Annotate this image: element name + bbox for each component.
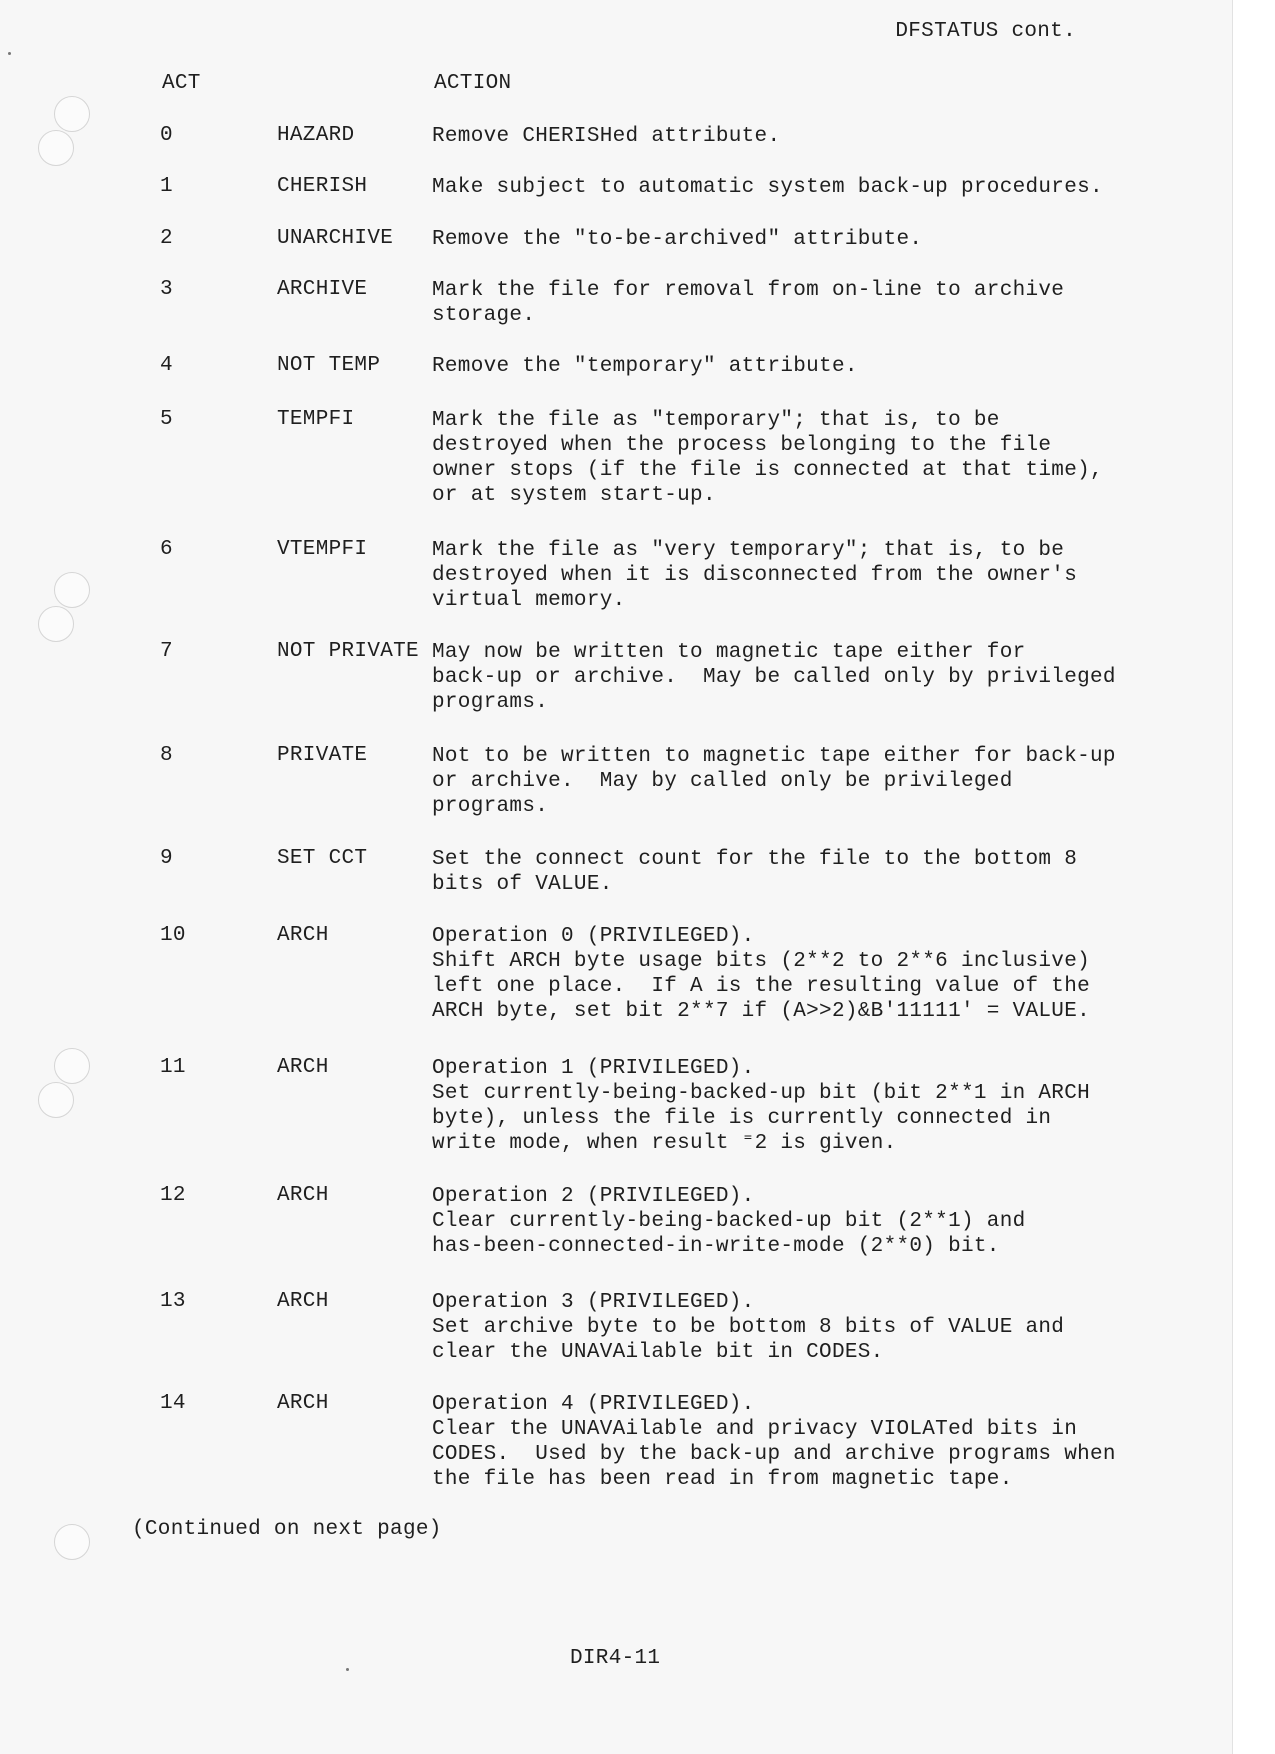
description-line: programs. bbox=[432, 691, 549, 714]
description-line: Remove the "temporary" attribute. bbox=[432, 355, 858, 378]
description-line: back-up or archive. May be called only by privileged bbox=[432, 666, 1116, 689]
act-number: 2 bbox=[160, 227, 173, 250]
action-description bbox=[432, 1184, 1132, 1259]
act-number: 11 bbox=[160, 1056, 186, 1079]
description-line: Operation 0 (PRIVILEGED). bbox=[432, 925, 755, 948]
act-number: 0 bbox=[160, 124, 173, 147]
description-line: ARCH byte, set bit 2**7 if (A>>2)&B'11111' = VALUE. bbox=[432, 1000, 1091, 1023]
act-number: 4 bbox=[160, 354, 173, 377]
description-line: Mark the file as "very temporary"; that is, to be bbox=[432, 539, 1065, 562]
action-description bbox=[432, 924, 1132, 1024]
punch-hole-mark bbox=[38, 1082, 74, 1118]
description-line: Set the connect count for the file to the bottom 8 bbox=[432, 848, 1078, 871]
description-line: or at system start-up. bbox=[432, 484, 716, 507]
description-line: destroyed when it is disconnected from the owner's bbox=[432, 564, 1078, 587]
description-line: Mark the file as "temporary"; that is, to be bbox=[432, 409, 1000, 432]
act-name: ARCH bbox=[277, 1290, 329, 1313]
action-description bbox=[432, 538, 1132, 613]
description-line: Set currently-being-backed-up bit (bit 2**1 in ARCH bbox=[432, 1082, 1091, 1105]
punch-hole-mark bbox=[38, 130, 74, 166]
act-name: NOT PRIVATE bbox=[277, 640, 419, 663]
description-line: programs. bbox=[432, 795, 549, 818]
act-number: 1 bbox=[160, 175, 173, 198]
act-name: ARCH bbox=[277, 924, 329, 947]
description-line: Operation 4 (PRIVILEGED). bbox=[432, 1393, 755, 1416]
act-name: ARCH bbox=[277, 1184, 329, 1207]
punch-hole-mark bbox=[54, 572, 90, 608]
description-line: clear the UNAVAilable bit in CODES. bbox=[432, 1341, 884, 1364]
act-name: ARCH bbox=[277, 1392, 329, 1415]
action-description bbox=[432, 1056, 1132, 1156]
description-line: May now be written to magnetic tape either for bbox=[432, 641, 1026, 664]
action-description bbox=[432, 847, 1132, 897]
description-line: Mark the file for removal from on-line to archive bbox=[432, 279, 1065, 302]
act-number: 3 bbox=[160, 278, 173, 301]
description-line: Remove the "to-be-archived" attribute. bbox=[432, 228, 923, 251]
act-name: CHERISH bbox=[277, 175, 368, 198]
act-name: ARCHIVE bbox=[277, 278, 368, 301]
act-name: TEMPFI bbox=[277, 408, 355, 431]
act-name: PRIVATE bbox=[277, 744, 368, 767]
page-number: DIR4-11 bbox=[570, 1647, 661, 1670]
punch-hole-mark bbox=[54, 96, 90, 132]
action-description bbox=[432, 124, 1132, 149]
act-name: UNARCHIVE bbox=[277, 227, 394, 250]
column-header-act: ACT bbox=[162, 72, 201, 95]
act-name: ARCH bbox=[277, 1056, 329, 1079]
description-line: Set archive byte to be bottom 8 bits of VALUE and bbox=[432, 1316, 1065, 1339]
description-line: has-been-connected-in-write-mode (2**0) bit. bbox=[432, 1235, 1000, 1258]
punch-hole-mark bbox=[54, 1524, 90, 1560]
act-name: HAZARD bbox=[277, 124, 355, 147]
description-line: owner stops (if the file is connected at that time), bbox=[432, 459, 1103, 482]
act-number: 7 bbox=[160, 640, 173, 663]
description-line: byte), unless the file is currently connected in bbox=[432, 1107, 1052, 1130]
action-description bbox=[432, 1290, 1132, 1365]
action-description bbox=[432, 278, 1132, 328]
action-description bbox=[432, 354, 1132, 379]
description-line: virtual memory. bbox=[432, 589, 626, 612]
continued-note: (Continued on next page) bbox=[132, 1518, 442, 1541]
description-line: Clear currently-being-backed-up bit (2**1) and bbox=[432, 1210, 1026, 1233]
action-description bbox=[432, 1392, 1132, 1492]
column-header-action: ACTION bbox=[434, 72, 512, 95]
punch-hole-mark bbox=[54, 1048, 90, 1084]
scan-speck bbox=[8, 52, 11, 55]
description-line: Make subject to automatic system back-up procedures. bbox=[432, 176, 1103, 199]
description-line: Clear the UNAVAilable and privacy VIOLATed bits in bbox=[432, 1418, 1078, 1441]
action-description bbox=[432, 175, 1132, 200]
description-line: destroyed when the process belonging to the file bbox=[432, 434, 1052, 457]
description-line: Not to be written to magnetic tape either for back-up bbox=[432, 745, 1116, 768]
description-line: left one place. If A is the resulting value of the bbox=[432, 975, 1091, 998]
description-line: Operation 1 (PRIVILEGED). bbox=[432, 1057, 755, 1080]
description-line: write mode, when result ⁼2 is given. bbox=[432, 1132, 897, 1155]
description-line: Remove CHERISHed attribute. bbox=[432, 125, 781, 148]
page-header: DFSTATUS cont. bbox=[895, 20, 1076, 43]
scan-speck bbox=[346, 1668, 349, 1671]
act-number: 13 bbox=[160, 1290, 186, 1313]
act-number: 12 bbox=[160, 1184, 186, 1207]
action-description bbox=[432, 408, 1132, 508]
punch-hole-mark bbox=[38, 606, 74, 642]
description-line: bits of VALUE. bbox=[432, 873, 613, 896]
act-number: 5 bbox=[160, 408, 173, 431]
act-name: SET CCT bbox=[277, 847, 368, 870]
act-number: 10 bbox=[160, 924, 186, 947]
description-line: the file has been read in from magnetic tape. bbox=[432, 1468, 1013, 1491]
act-number: 9 bbox=[160, 847, 173, 870]
act-number: 6 bbox=[160, 538, 173, 561]
description-line: or archive. May by called only be privileged bbox=[432, 770, 1013, 793]
action-description bbox=[432, 227, 1132, 252]
description-line: CODES. Used by the back-up and archive programs when bbox=[432, 1443, 1116, 1466]
action-description bbox=[432, 744, 1132, 819]
act-name: VTEMPFI bbox=[277, 538, 368, 561]
action-description bbox=[432, 640, 1132, 715]
act-name: NOT TEMP bbox=[277, 354, 381, 377]
description-line: Operation 3 (PRIVILEGED). bbox=[432, 1291, 755, 1314]
act-number: 8 bbox=[160, 744, 173, 767]
description-line: storage. bbox=[432, 304, 536, 327]
description-line: Operation 2 (PRIVILEGED). bbox=[432, 1185, 755, 1208]
act-number: 14 bbox=[160, 1392, 186, 1415]
description-line: Shift ARCH byte usage bits (2**2 to 2**6 inclusive) bbox=[432, 950, 1091, 973]
